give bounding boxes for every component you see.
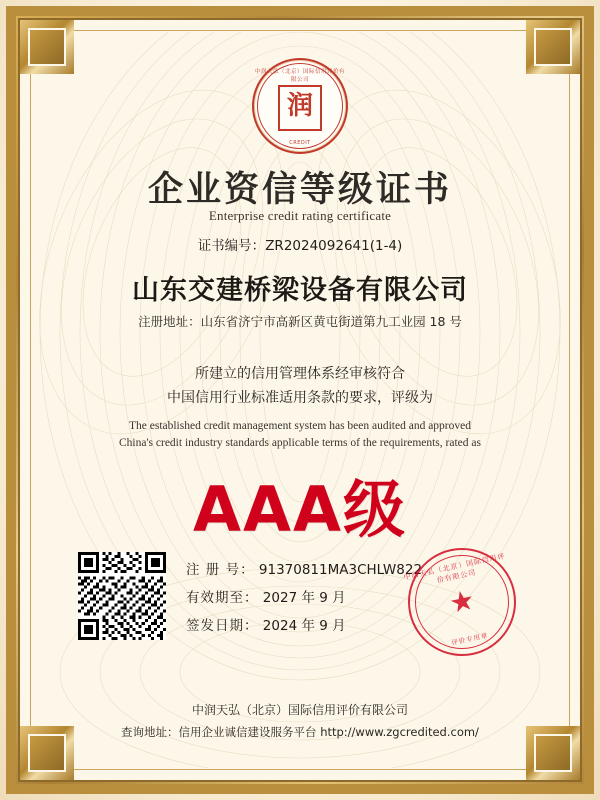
footer-verification-url[interactable]: 信用企业诚信建设服务平台 http://www.zgcredited.com/ (178, 725, 479, 739)
company-address-label: 注册地址： (138, 314, 201, 329)
detail-row-valid-until (186, 584, 422, 612)
qr-code[interactable] (78, 552, 166, 640)
certificate-title-english: Enterprise credit rating certificate (208, 208, 392, 223)
statement-english-line-1: The established credit management system has been audited and approved (128, 420, 471, 432)
footer-verification-line (40, 724, 560, 740)
valid-until-label: 有效期至： (186, 590, 259, 606)
footer-verification-label: 查询地址： (121, 725, 179, 739)
emblem-center-glyph: 润 (278, 85, 322, 131)
certificate-number-value: ZR2024092641(1-4) (265, 238, 403, 254)
credit-rating-grade: AAA级 (193, 473, 407, 546)
star-icon: ★ (446, 583, 478, 620)
statement-chinese-line-1: 所建立的信用管理体系经审核符合 (195, 366, 405, 382)
certificate-details (186, 556, 422, 640)
emblem-top-arc-text: 中润天弘（北京）国际信用评价有限公司 (254, 69, 345, 83)
statement-english (40, 418, 560, 452)
detail-row-registration-number (186, 556, 422, 584)
statement-chinese-line-2: 中国信用行业标准适用条款的要求，评级为 (167, 390, 433, 406)
qr-code-svg (78, 552, 166, 640)
footer-issuer-name: 中润天弘（北京）国际信用评价有限公司 (191, 703, 408, 717)
company-address-value: 山东省济宁市高新区黄屯街道第九工业园 18 号 (200, 314, 462, 329)
issue-date-value: 2024 年 9 月 (262, 618, 346, 634)
company-name: 山东交建桥梁设备有限公司 (132, 275, 468, 306)
issuer-emblem-seal (252, 58, 348, 154)
certificate-title-chinese: 企业资信等级证书 (147, 170, 452, 210)
emblem-bottom-arc-text: CREDIT (289, 140, 311, 146)
valid-until-value: 2027 年 9 月 (262, 590, 346, 606)
statement-english-line-2: China's credit industry standards applicable terms of the requirements, rated as (119, 437, 481, 449)
certificate-number-label: 证书编号： (197, 238, 266, 254)
stamp-bottom-text: 评价专用章 (450, 631, 490, 647)
detail-row-issue-date (186, 612, 422, 640)
certificate-number-line (40, 234, 560, 254)
statement-chinese (40, 362, 560, 410)
stamp-top-text: 中润天弘（北京）国际信用评价有限公司 (402, 552, 507, 585)
registration-number-label: 注 册 号： (186, 562, 255, 578)
registration-number-value: 91370811MA3CHLW822 (258, 562, 423, 578)
company-address-line (40, 312, 560, 330)
issue-date-label: 签发日期： (186, 618, 259, 634)
certificate-content (40, 40, 560, 760)
